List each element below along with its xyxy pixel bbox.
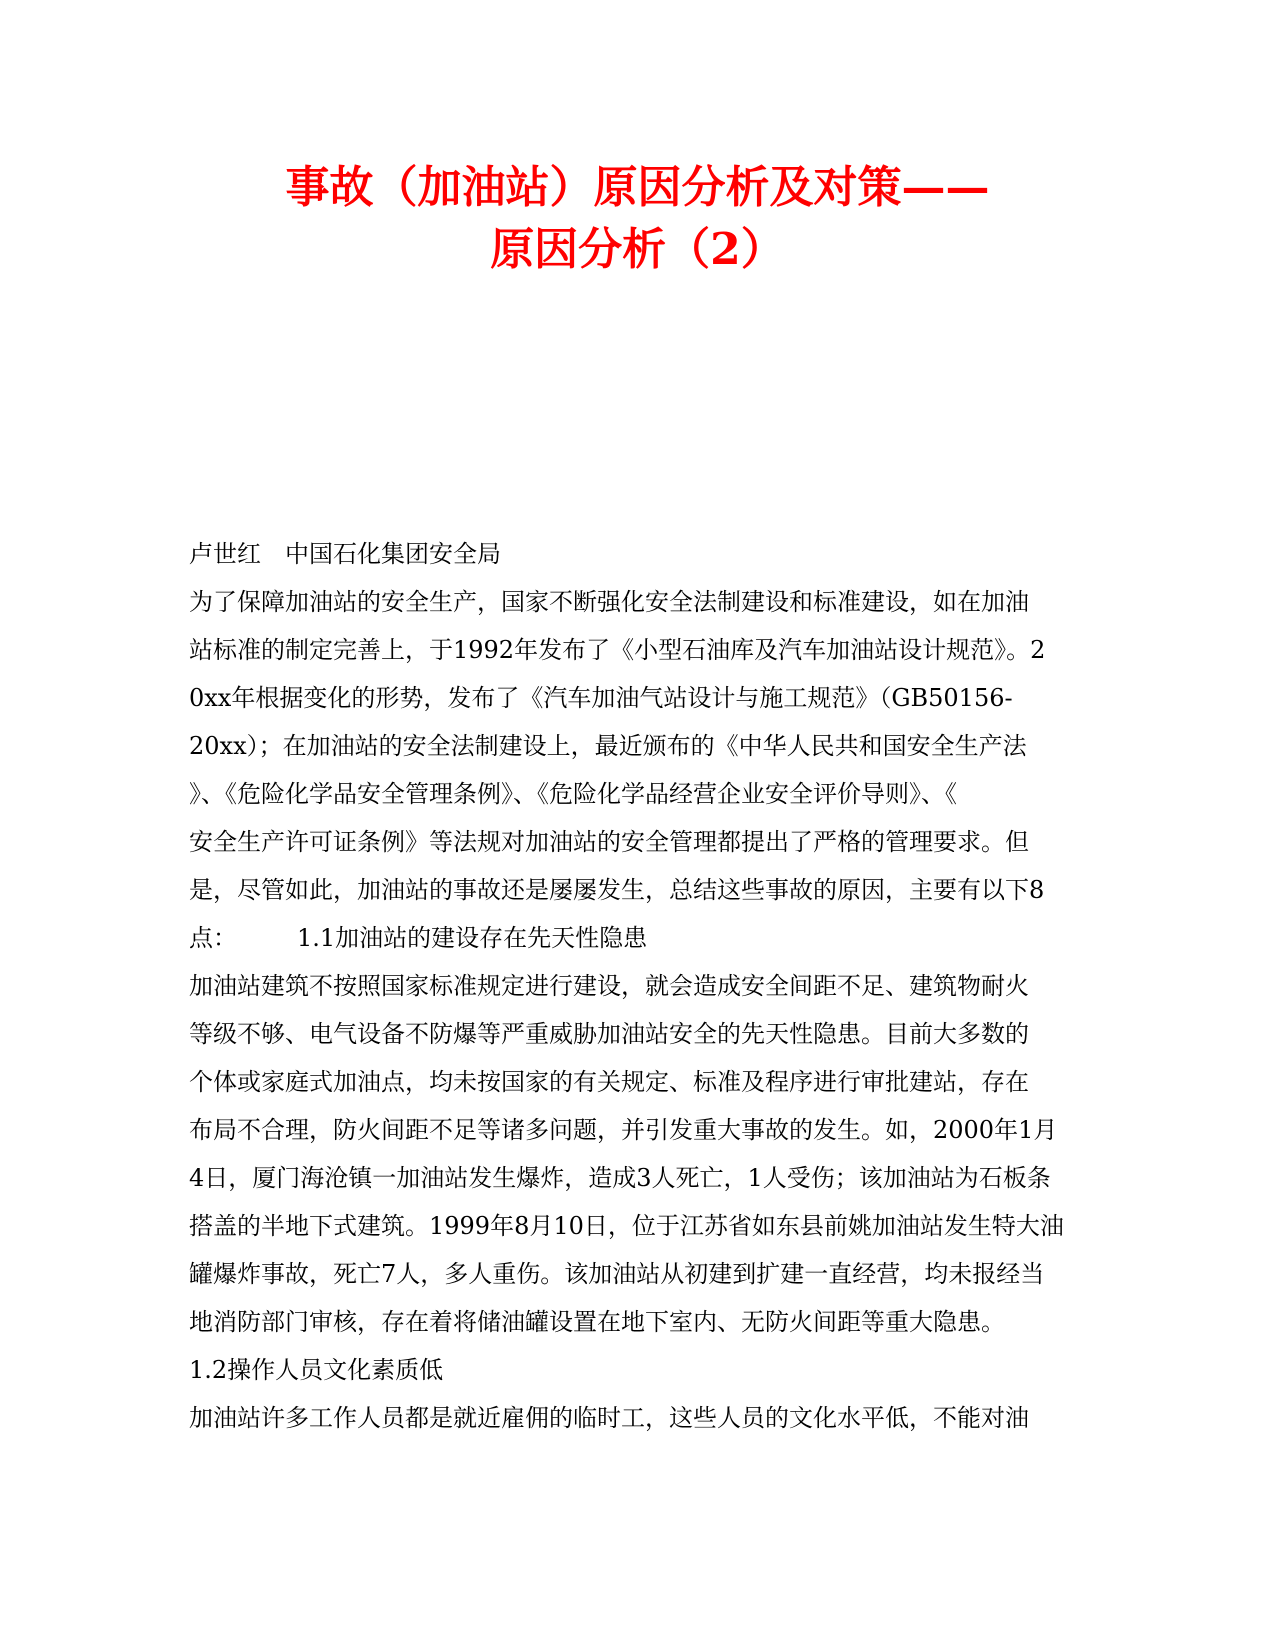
document-body <box>189 530 1089 1442</box>
body-line: 20xx）；在加油站的安全法制建设上，最近颁布的《中华人民共和国安全生产法 <box>189 732 1027 760</box>
body-line: 个体或家庭式加油点，均未按国家的有关规定、标准及程序进行审批建站，存在 <box>189 1068 1029 1096</box>
body-line: 站标准的制定完善上，于1992年发布了《小型石油库及汽车加油站设计规范》。2 <box>189 636 1046 664</box>
body-line: 是，尽管如此，加油站的事故还是屡屡发生，总结这些事故的原因，主要有以下8 <box>189 876 1045 904</box>
section-heading-1-1: 点： 1.1加油站的建设存在先天性隐患 <box>189 924 648 952</box>
body-line: 加油站许多工作人员都是就近雇佣的临时工，这些人员的文化水平低，不能对油 <box>189 1404 1029 1432</box>
body-line: 等级不够、电气设备不防爆等严重威胁加油站安全的先天性隐患。目前大多数的 <box>189 1020 1029 1048</box>
body-line: 为了保障加油站的安全生产，国家不断强化安全法制建设和标准建设，如在加油 <box>189 588 1029 616</box>
document-title-line-2: 原因分析（2） <box>490 224 785 275</box>
body-line: 0xx年根据变化的形势，发布了《汽车加油气站设计与施工规范》（GB50156- <box>189 684 1013 712</box>
body-line: 布局不合理，防火间距不足等诸多问题，并引发重大事故的发生。如，2000年1月 <box>189 1116 1058 1144</box>
body-line: 搭盖的半地下式建筑。1999年8月10日，位于江苏省如东县前姚加油站发生特大油 <box>189 1212 1064 1240</box>
body-line: 地消防部门审核，存在着将储油罐设置在地下室内、无防火间距等重大隐患。 <box>189 1308 1005 1336</box>
author-line: 卢世红 中国石化集团安全局 <box>189 540 501 568</box>
section-heading-1-2: 1.2操作人员文化素质低 <box>189 1356 444 1384</box>
body-line: 安全生产许可证条例》等法规对加油站的安全管理都提出了严格的管理要求。但 <box>189 828 1029 856</box>
body-line: 加油站建筑不按照国家标准规定进行建设，就会造成安全间距不足、建筑物耐火 <box>189 972 1029 1000</box>
body-line: 罐爆炸事故，死亡7人，多人重伤。该加油站从初建到扩建一直经营，均未报经当 <box>189 1260 1045 1288</box>
document-title-line-1: 事故（加油站）原因分析及对策—— <box>285 162 990 213</box>
body-line: 》、《危险化学品安全管理条例》、《危险化学品经营企业安全评价导则》、《 <box>189 780 957 808</box>
body-line: 4日，厦门海沧镇一加油站发生爆炸，造成3人死亡，1人受伤；该加油站为石板条 <box>189 1164 1051 1192</box>
